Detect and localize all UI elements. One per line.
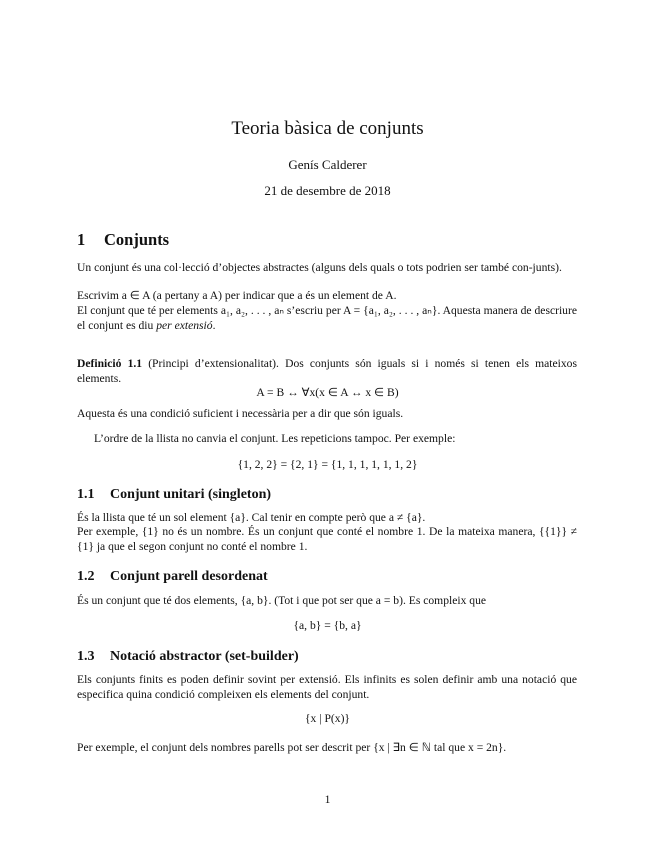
- paragraph-singleton-2: Per exemple, {1} no és un nombre. És un conjunt que conté el nombre 1. De la mateixa manera, {{1}} ≠ {1} ja que el segon conjunt no conté el nombre 1.: [77, 525, 577, 553]
- set-builder-formula: {x | P(x)}: [304, 712, 350, 725]
- document-title: Teoria bàsica de conjunts: [231, 118, 424, 139]
- paragraph-unordered-pair: És un conjunt que té dos elements, {a, b}. (Tot i que pot ser que a = b). Es compleix que: [77, 594, 487, 607]
- section-number: 1: [77, 230, 86, 249]
- paragraph-extension: El conjunt que té per elements a₁, a₂, . . . , aₙ s’escriu per A = {a₁, a₂, . . . , aₙ}. Aquesta manera de descriure el conjunt es diu per extensió.: [77, 304, 577, 332]
- section-1-3-heading: 1.3 Notació abstractor (set-builder): [77, 649, 299, 664]
- definition-label: Definició 1.1: [77, 357, 143, 370]
- paragraph-set-builder: Els conjunts finits es poden definir sovint per extensió. Els infinits es solen definir amb una notació que especifica quina condició compleixen els elements del conjunt.: [77, 673, 577, 701]
- paragraph-even-numbers: Per exemple, el conjunt dels nombres parells pot ser descrit per {x | ∃n ∈ ℕ tal que x = 2n}.: [77, 741, 507, 754]
- section-1-heading: [77, 230, 169, 250]
- paragraph-singleton-1: És la llista que té un sol element {a}. Cal tenir en compte però que a ≠ {a}.: [77, 511, 426, 524]
- page-number: 1: [324, 793, 331, 806]
- definition-1-1: Definició 1.1 (Principi d’extensionalitat). Dos conjunts són iguals si i només si tenen els mateixos elements.: [77, 357, 577, 385]
- paragraph-order: L’ordre de la llista no canvia el conjunt. Les repeticions tampoc. Per exemple:: [94, 432, 456, 445]
- paragraph-condition: Aquesta és una condició suficient i necessària per a dir que són iguals.: [77, 407, 404, 420]
- unordered-pair-formula: {a, b} = {b, a}: [293, 619, 362, 632]
- repetition-example: {1, 2, 2} = {2, 1} = {1, 1, 1, 1, 1, 1, 2}: [237, 458, 418, 471]
- paragraph-definition-conjunt: Un conjunt és una col·lecció d’objectes abstractes (alguns dels quals o tots podrien ser també con-junts).: [77, 261, 562, 274]
- section-title: Conjunts: [104, 230, 170, 249]
- paragraph-membership: Escrivim a ∈ A (a pertany a A) per indicar que a és un element de A.: [77, 289, 397, 302]
- section-1-2-heading: 1.2 Conjunt parell desordenat: [77, 569, 268, 584]
- document-date: 21 de desembre de 2018: [264, 183, 391, 198]
- document-author: Genís Calderer: [288, 157, 367, 172]
- section-1-1-heading: 1.1 Conjunt unitari (singleton): [77, 487, 272, 502]
- extensionality-formula: A = B ↔ ∀x(x ∈ A ↔ x ∈ B): [256, 386, 399, 399]
